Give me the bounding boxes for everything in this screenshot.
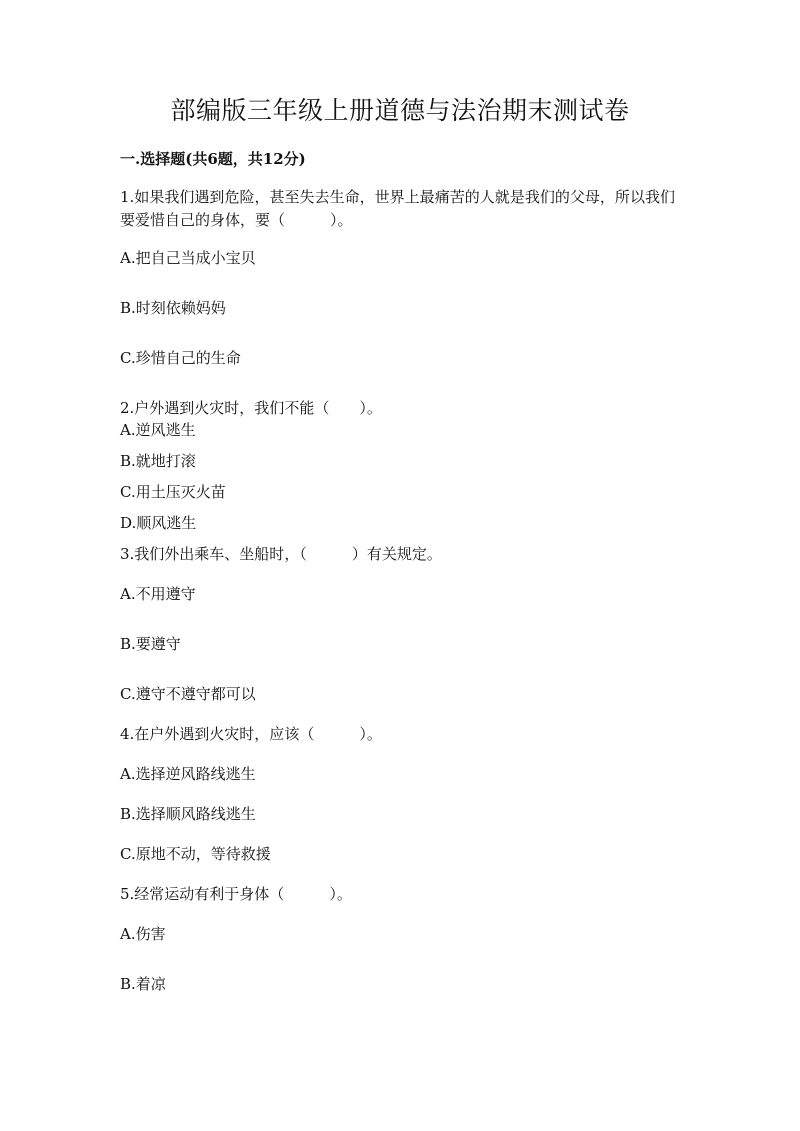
- question-3-option-a: A.不用遵守: [120, 585, 196, 603]
- question-5-stem: 5.经常运动有利于身体（ ）。: [120, 885, 352, 903]
- question-4-option-b: B.选择顺风路线逃生: [120, 805, 256, 823]
- question-3-option-b: B.要遵守: [120, 635, 181, 653]
- question-5-option-a: A.伤害: [120, 925, 166, 943]
- question-1-option-b: B.时刻依赖妈妈: [120, 299, 226, 317]
- question-2-option-d: D.顺风逃生: [120, 514, 197, 532]
- question-3-option-c: C.遵守不遵守都可以: [120, 685, 256, 703]
- question-4-option-c: C.原地不动，等待救援: [120, 845, 271, 863]
- question-1-option-a: A.把自己当成小宝贝: [120, 249, 256, 267]
- question-3-stem: 3.我们外出乘车、坐船时，（ ）有关规定。: [120, 545, 442, 563]
- question-4-option-a: A.选择逆风路线逃生: [120, 765, 256, 783]
- page-title: 部编版三年级上册道德与法治期末测试卷: [170, 96, 630, 125]
- question-1-stem: 1.如果我们遇到危险，甚至失去生命，世界上最痛苦的人就是我们的父母，所以我们要爱惜自己的身体，要（ ）。: [120, 188, 675, 229]
- question-5-option-b: B.着凉: [120, 975, 166, 993]
- question-2-option-a: A.逆风逃生: [120, 421, 196, 439]
- question-1-option-c: C.珍惜自己的生命: [120, 349, 241, 367]
- section-heading: 一.选择题(共6题，共12分): [120, 150, 306, 168]
- question-2-option-b: B.就地打滚: [120, 452, 196, 470]
- question-2-stem: 2.户外遇到火灾时，我们不能（ ）。: [120, 399, 382, 417]
- question-2-option-c: C.用土压灭火苗: [120, 483, 226, 501]
- question-4-stem: 4.在户外遇到火灾时，应该（ ）。: [120, 725, 382, 743]
